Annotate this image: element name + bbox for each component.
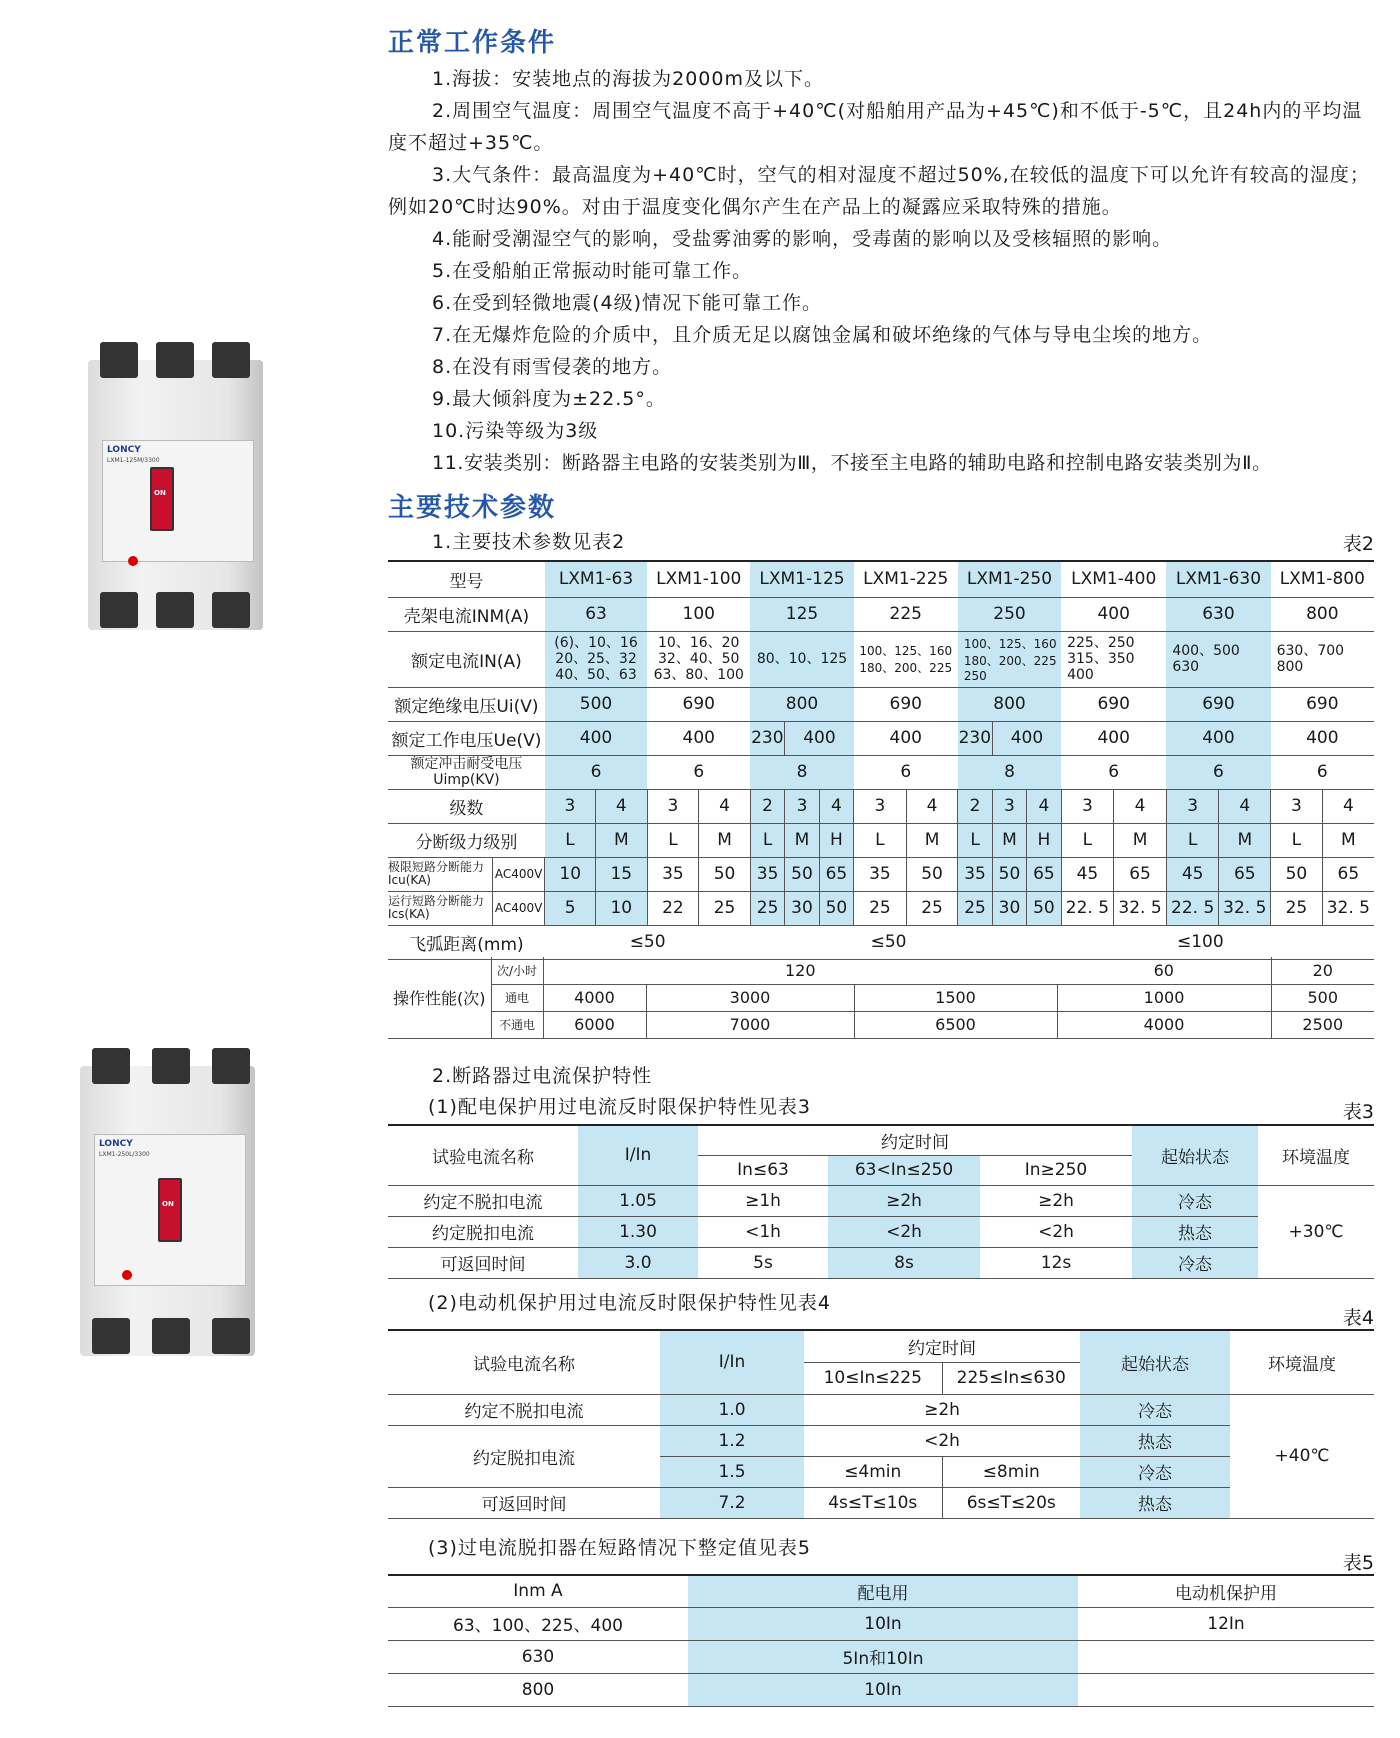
table-cell: 3000 xyxy=(646,984,854,1011)
table-cell: 操作性能(次) xyxy=(388,957,491,1038)
table-cell: 63<In≤250 xyxy=(828,1155,980,1185)
condition-item: 8.在没有雨雪侵袭的地方。 xyxy=(432,356,673,378)
condition-item: 7.在无爆炸危险的介质中，且介质无足以腐蚀金属和破坏绝缘的气体与导电尘埃的地方。 xyxy=(432,324,1213,346)
table-cell: 630 xyxy=(388,1640,688,1673)
table-cell: LXM1-250L/3300 xyxy=(99,1151,150,1158)
toggle-handle xyxy=(150,467,174,531)
condition-item: 3.大气条件：最高温度为+40℃时，空气的相对湿度不超过50%,在较低的温度下可以允许有较高的湿度；例如20℃时达90%。对由于温度变化偶尔产生在产品上的凝露应采取特殊的措施。 xyxy=(388,164,1370,218)
table-cell: 800 xyxy=(958,687,1061,721)
table-cell: 50 xyxy=(906,857,958,891)
table-cell: 10In xyxy=(688,1607,1078,1640)
table-cell: 1.2 xyxy=(660,1425,804,1456)
table-cell: 2500 xyxy=(1271,1011,1374,1038)
table-cell: 试验电流名称 xyxy=(388,1330,660,1394)
table-cell: 65 xyxy=(1322,857,1374,891)
table-cell: ≥1h xyxy=(698,1185,828,1216)
table-cell xyxy=(1078,1673,1374,1706)
table-cell: 2 xyxy=(750,789,784,823)
table-cell: 45 xyxy=(1061,857,1114,891)
table-cell: 2 xyxy=(958,789,992,823)
table-cell: 4 xyxy=(699,789,751,823)
table-cell: 400 xyxy=(854,721,958,755)
table-cell: 5In和10In xyxy=(688,1640,1078,1673)
table-cell: 1.05 xyxy=(578,1185,698,1216)
section-title-params: 主要技术参数 xyxy=(388,493,557,523)
table-cell: 起始状态 xyxy=(1080,1330,1230,1394)
table-cell: 12In xyxy=(1078,1607,1374,1640)
table-cell: M xyxy=(1114,823,1167,857)
table-cell: 400 xyxy=(545,721,647,755)
table-cell: LXM1-100 xyxy=(647,561,750,597)
table-cell: 50 xyxy=(785,857,819,891)
table-cell: 10 xyxy=(545,857,596,891)
table-cell: LXM1-125 xyxy=(750,561,853,597)
table-cell: 环境温度 xyxy=(1258,1125,1374,1185)
table-cell: 8 xyxy=(750,755,853,789)
table-cell: 10、16、20 32、40、50 63、80、100 xyxy=(647,631,750,687)
table-cell: 35 xyxy=(854,857,907,891)
table3-distribution xyxy=(388,1124,1374,1279)
table-cell: 6500 xyxy=(854,1011,1057,1038)
table-cell: 约定脱扣电流 xyxy=(388,1425,660,1487)
table-cell: 冷态 xyxy=(1080,1456,1230,1487)
table-cell: 1.0 xyxy=(660,1394,804,1425)
table-cell: 100、125、160 180、200、225 xyxy=(854,631,958,687)
table-cell: 230 xyxy=(958,721,992,755)
table-cell: 6 xyxy=(854,755,958,789)
table-cell: 4 xyxy=(596,789,648,823)
table-cell: 约定脱扣电流 xyxy=(388,1216,578,1247)
table-cell: M xyxy=(1322,823,1374,857)
table-cell: I/In xyxy=(578,1125,698,1185)
table-cell: M xyxy=(785,823,819,857)
table-cell: Inm A xyxy=(388,1575,688,1607)
table-cell: 400 xyxy=(1061,597,1166,631)
table-cell: H xyxy=(819,823,853,857)
table-cell: 800 xyxy=(388,1673,688,1706)
table-cell: 800 xyxy=(750,687,853,721)
table-cell: 4 xyxy=(1027,789,1061,823)
table-cell: 400 xyxy=(1061,721,1166,755)
table-cell: 6s≤T≤20s xyxy=(942,1487,1080,1518)
table-cell: 10≤In≤225 xyxy=(804,1362,942,1394)
table-cell: 6 xyxy=(1061,755,1166,789)
table-cell: 壳架电流INM(A) xyxy=(388,597,545,631)
table-cell: 1000 xyxy=(1057,984,1271,1011)
table-cell: +40℃ xyxy=(1230,1394,1374,1518)
table-cell: 极限短路分断能力Icu(KA) xyxy=(388,857,492,891)
table5-number: 表5 xyxy=(1342,1552,1374,1574)
table-cell: <2h xyxy=(828,1216,980,1247)
table-cell: 4000 xyxy=(543,984,646,1011)
table-cell: ≤50 xyxy=(750,925,1026,959)
table-cell: 690 xyxy=(1166,687,1270,721)
table-cell: 热态 xyxy=(1080,1487,1230,1518)
table-cell: 飞弧距离(mm) xyxy=(388,925,545,959)
table-cell: M xyxy=(596,823,648,857)
table-cell: In≥250 xyxy=(980,1155,1132,1185)
table-cell: 7000 xyxy=(646,1011,854,1038)
table-cell: 4 xyxy=(906,789,958,823)
table-cell: 5s xyxy=(698,1247,828,1278)
table-cell: 4s≤T≤10s xyxy=(804,1487,942,1518)
table3-number: 表3 xyxy=(1342,1101,1374,1123)
table-cell: 3 xyxy=(785,789,819,823)
table-cell: ≥2h xyxy=(804,1394,1080,1425)
table-cell: 额定绝缘电压Ui(V) xyxy=(388,687,545,721)
table-cell: 1.30 xyxy=(578,1216,698,1247)
table-cell: 4 xyxy=(1322,789,1374,823)
table-cell: 400、500 630 xyxy=(1166,631,1270,687)
table-cell: 通电 xyxy=(491,984,543,1011)
table-cell: 65 xyxy=(1027,857,1061,891)
table-cell: <2h xyxy=(980,1216,1132,1247)
table-cell: 1.5 xyxy=(660,1456,804,1487)
table-cell: ≥2h xyxy=(828,1185,980,1216)
table-cell: 60 xyxy=(1057,957,1271,984)
table-cell: ON xyxy=(162,1200,174,1208)
subsection-title: 2.断路器过电流保护特性 xyxy=(432,1065,653,1087)
table-cell: ON xyxy=(154,489,166,497)
table-cell: L xyxy=(750,823,784,857)
table-cell: 400 xyxy=(1271,721,1374,755)
table-cell: 225、250 315、350 400 xyxy=(1061,631,1166,687)
table5-caption: (3)过电流脱扣器在短路情况下整定值见表5 xyxy=(428,1537,812,1559)
brand-logo: LONCY xyxy=(99,1139,133,1149)
table-cell: 3 xyxy=(647,789,699,823)
table-cell: LXM1-250 xyxy=(958,561,1061,597)
table-cell: 6000 xyxy=(543,1011,646,1038)
table-cell: H xyxy=(1027,823,1061,857)
table-cell: 冷态 xyxy=(1132,1185,1258,1216)
table-cell: 1500 xyxy=(854,984,1057,1011)
table-cell: 50 xyxy=(1271,857,1323,891)
table-cell: LXM1-630 xyxy=(1166,561,1270,597)
table-cell: 30 xyxy=(992,891,1026,925)
table-cell xyxy=(1078,1640,1374,1673)
table-cell: 250 xyxy=(958,597,1061,631)
table-cell: 3 xyxy=(1166,789,1219,823)
table-cell: LXM1-125M/3300 xyxy=(107,457,160,464)
table2-number: 表2 xyxy=(1342,533,1374,555)
table-cell: 型号 xyxy=(388,561,545,597)
table-cell: LXM1-63 xyxy=(545,561,647,597)
table-cell: 400 xyxy=(785,721,854,755)
table-cell: 冷态 xyxy=(1080,1394,1230,1425)
table-cell: ≤50 xyxy=(545,925,750,959)
table5-short-circuit xyxy=(388,1574,1374,1707)
table-cell: LXM1-400 xyxy=(1061,561,1166,597)
table-cell: M xyxy=(699,823,751,857)
table-cell: 35 xyxy=(647,857,699,891)
table4-caption: (2)电动机保护用过电流反时限保护特性见表4 xyxy=(428,1292,832,1314)
table-cell: LXM1-800 xyxy=(1271,561,1374,597)
condition-item: 4.能耐受潮湿空气的影响，受盐雾油雾的影响，受毒菌的影响以及受核辐照的影响。 xyxy=(432,228,1173,250)
table-cell: 50 xyxy=(699,857,751,891)
table2-specs xyxy=(388,560,1374,960)
table-cell: 5 xyxy=(545,891,596,925)
table-cell: L xyxy=(958,823,992,857)
table-cell: 32. 5 xyxy=(1114,891,1167,925)
table-cell: 65 xyxy=(1219,857,1271,891)
table-cell: 分断级力级别 xyxy=(388,823,545,857)
table-cell: 25 xyxy=(1271,891,1323,925)
table2-caption: 1.主要技术参数见表2 xyxy=(432,531,626,553)
table-cell: 15 xyxy=(596,857,648,891)
table-cell: 400 xyxy=(992,721,1061,755)
table-cell: 25 xyxy=(699,891,751,925)
table-cell: 热态 xyxy=(1132,1216,1258,1247)
table-cell: 次/小时 xyxy=(491,957,543,984)
table-cell: 32. 5 xyxy=(1219,891,1271,925)
table-cell: 配电用 xyxy=(688,1575,1078,1607)
table-cell: 约定不脱扣电流 xyxy=(388,1394,660,1425)
table-cell: 3 xyxy=(854,789,907,823)
table-cell: 可返回时间 xyxy=(388,1487,660,1518)
table-cell: ≤100 xyxy=(1027,925,1374,959)
table-cell: L xyxy=(1271,823,1323,857)
table-cell: 8s xyxy=(828,1247,980,1278)
table-cell: 3 xyxy=(545,789,596,823)
table-cell: 22. 5 xyxy=(1061,891,1114,925)
table-cell: L xyxy=(545,823,596,857)
table-cell: L xyxy=(1166,823,1219,857)
test-button xyxy=(122,1270,132,1280)
table-cell: L xyxy=(1061,823,1114,857)
table-cell: 热态 xyxy=(1080,1425,1230,1456)
table-cell: 45 xyxy=(1166,857,1219,891)
condition-item: 5.在受船舶正常振动时能可靠工作。 xyxy=(432,260,753,282)
table-cell: 3 xyxy=(992,789,1026,823)
table-cell: 10In xyxy=(688,1673,1078,1706)
table-cell: 100 xyxy=(647,597,750,631)
table-cell: 约定不脱扣电流 xyxy=(388,1185,578,1216)
table-cell: 35 xyxy=(958,857,992,891)
table-cell: 约定时间 xyxy=(698,1125,1132,1155)
table-cell: 试验电流名称 xyxy=(388,1125,578,1185)
table-cell: 50 xyxy=(819,891,853,925)
table-cell: AC400V xyxy=(492,891,545,925)
table-cell: 12s xyxy=(980,1247,1132,1278)
table-cell: 可返回时间 xyxy=(388,1247,578,1278)
table-cell: 3 xyxy=(1271,789,1323,823)
table-cell: 120 xyxy=(543,957,1057,984)
table-cell: 690 xyxy=(1061,687,1166,721)
table-cell: 4 xyxy=(1114,789,1167,823)
table-cell: 6 xyxy=(1166,755,1270,789)
table-cell: 50 xyxy=(992,857,1026,891)
condition-item: 11.安装类别：断路器主电路的安装类别为Ⅲ，不接至主电路的辅助电路和控制电路安装类别为Ⅱ。 xyxy=(432,452,1272,474)
table-cell: 级数 xyxy=(388,789,545,823)
condition-item: 1.海拔：安装地点的海拔为2000m及以下。 xyxy=(432,68,824,90)
table-cell: 50 xyxy=(1027,891,1061,925)
table-cell: 690 xyxy=(854,687,958,721)
table-cell: 8 xyxy=(958,755,1061,789)
table-cell: 800 xyxy=(1271,597,1374,631)
table-cell: L xyxy=(647,823,699,857)
condition-item: 6.在受到轻微地震(4级)情况下能可靠工作。 xyxy=(432,292,823,314)
condition-item: 2.周围空气温度：周围空气温度不高于+40℃(对船舶用产品为+45℃)和不低于-5℃，且24h内的平均温度不超过+35℃。 xyxy=(388,100,1363,154)
toggle-handle xyxy=(158,1178,182,1242)
table4-motor xyxy=(388,1329,1374,1519)
table-cell: 25 xyxy=(958,891,992,925)
table3-caption: (1)配电保护用过电流反时限保护特性见表3 xyxy=(428,1096,812,1118)
test-button xyxy=(128,556,138,566)
table-cell: 225≤In≤630 xyxy=(942,1362,1080,1394)
table-cell: 35 xyxy=(750,857,784,891)
table4-number: 表4 xyxy=(1342,1307,1374,1329)
table-cell: 3 xyxy=(1061,789,1114,823)
table-cell: 65 xyxy=(819,857,853,891)
table-cell: 6 xyxy=(1271,755,1374,789)
table-cell: 25 xyxy=(906,891,958,925)
table-cell: 6 xyxy=(545,755,647,789)
product-image-1 xyxy=(80,342,275,634)
table-cell: 运行短路分断能力Ics(KA) xyxy=(388,891,492,925)
table-cell: 500 xyxy=(545,687,647,721)
table-cell: 3.0 xyxy=(578,1247,698,1278)
table-cell: 电动机保护用 xyxy=(1078,1575,1374,1607)
table-cell: M xyxy=(1219,823,1271,857)
table-cell: 4 xyxy=(819,789,853,823)
table-cell: 4000 xyxy=(1057,1011,1271,1038)
table-cell: 63 xyxy=(545,597,647,631)
table-cell: 400 xyxy=(647,721,750,755)
table-cell: 100、125、160 180、200、225 250 xyxy=(958,631,1061,687)
table-cell: 65 xyxy=(1114,857,1167,891)
table-cell: 22. 5 xyxy=(1166,891,1219,925)
table-cell: 25 xyxy=(854,891,907,925)
table-cell: 630、700 800 xyxy=(1271,631,1374,687)
table-cell: 80、10、125 xyxy=(750,631,853,687)
table-cell: <1h xyxy=(698,1216,828,1247)
table-cell: +30℃ xyxy=(1258,1185,1374,1278)
table-cell: 22 xyxy=(647,891,699,925)
table-cell: 32. 5 xyxy=(1322,891,1374,925)
table-cell: 额定电流IN(A) xyxy=(388,631,545,687)
table-cell: 6 xyxy=(647,755,750,789)
table-cell: LXM1-225 xyxy=(854,561,958,597)
table-cell: 125 xyxy=(750,597,853,631)
table-cell: 冷态 xyxy=(1132,1247,1258,1278)
table-cell: 690 xyxy=(647,687,750,721)
table-cell: 400 xyxy=(1166,721,1270,755)
product-image-2 xyxy=(72,1048,267,1358)
table-cell: M xyxy=(992,823,1026,857)
table-cell: ≤4min xyxy=(804,1456,942,1487)
table-cell: I/In xyxy=(660,1330,804,1394)
conditions-list xyxy=(388,63,1378,479)
table-cell: 额定工作电压Ue(V) xyxy=(388,721,545,755)
table-cell: In≤63 xyxy=(698,1155,828,1185)
table-cell: ≥2h xyxy=(980,1185,1132,1216)
table-cell: AC400V xyxy=(492,857,545,891)
table-cell: L xyxy=(854,823,907,857)
table-cell: 不通电 xyxy=(491,1011,543,1038)
table-cell: 额定冲击耐受电压 Uimp(KV) xyxy=(388,755,545,789)
condition-item: 9.最大倾斜度为±22.5°。 xyxy=(432,388,666,410)
table-cell: 10 xyxy=(596,891,648,925)
table-cell: 约定时间 xyxy=(804,1330,1080,1362)
table-cell: 起始状态 xyxy=(1132,1125,1258,1185)
table-cell: 4 xyxy=(1219,789,1271,823)
table-cell: 630 xyxy=(1166,597,1270,631)
table-cell: 63、100、225、400 xyxy=(388,1607,688,1640)
section-title-conditions: 正常工作条件 xyxy=(388,28,557,58)
table-cell: 7.2 xyxy=(660,1487,804,1518)
table-cell: 环境温度 xyxy=(1230,1330,1374,1394)
table-cell: 25 xyxy=(750,891,784,925)
table-cell: 690 xyxy=(1271,687,1374,721)
table-cell: 20 xyxy=(1271,957,1374,984)
table-cell: M xyxy=(906,823,958,857)
table-cell: 30 xyxy=(785,891,819,925)
table-cell: <2h xyxy=(804,1425,1080,1456)
table2-operation xyxy=(388,957,1374,1039)
table-cell: 500 xyxy=(1271,984,1374,1011)
table-cell: 230 xyxy=(750,721,784,755)
table-cell: (6)、10、16 20、25、32 40、50、63 xyxy=(545,631,647,687)
condition-item: 10.污染等级为3级 xyxy=(432,420,599,442)
brand-logo: LONCY xyxy=(107,445,141,455)
table-cell: 225 xyxy=(854,597,958,631)
table-cell: ≤8min xyxy=(942,1456,1080,1487)
